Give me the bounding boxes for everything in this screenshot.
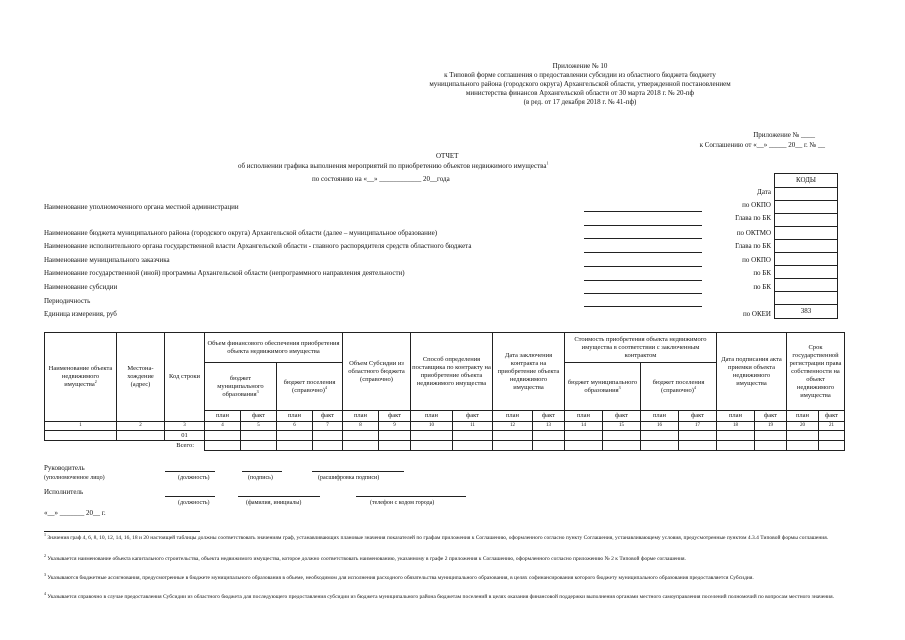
plan-label: план — [493, 411, 533, 422]
total-cell[interactable] — [787, 441, 819, 451]
table-cell[interactable] — [819, 431, 845, 441]
code-label-okpo2: по ОКПО — [742, 256, 771, 264]
code-value-okei: 383 — [800, 307, 812, 315]
field-executive-body: Наименование исполнительного органа государственной власти Архангельской области - главного распорядителя средств областного бюджета — [44, 242, 472, 250]
col-fin-pos — [277, 363, 343, 411]
total-cell[interactable] — [679, 441, 717, 451]
table-cell[interactable] — [755, 431, 787, 441]
field-budget: Наименование бюджета муниципального района (городского округа) Архангельской области (далее – муниципальное образование) — [44, 229, 438, 237]
column-number: 18 — [717, 422, 755, 431]
footnote-number: 3 — [44, 572, 46, 578]
row-code-cell: 01 — [165, 431, 205, 441]
report-subtitle-text: об исполнении графика выполнения мероприятий по приобретению объектов недвижимого имущества — [238, 162, 547, 170]
col-cost-group: Стоимость приобретения объекта недвижимого имущества в соответствии с заключенным контрактом — [565, 333, 717, 363]
col-fin-pos-text: бюджет поселения (справочно) — [283, 378, 336, 394]
header-block — [420, 62, 740, 107]
report-subtitle — [238, 162, 549, 171]
code-label-glava: Глава по БК — [735, 214, 771, 222]
codes-header: КОДЫ — [795, 176, 817, 184]
field-customer: Наименование муниципального заказчика — [44, 256, 170, 264]
total-cell[interactable] — [819, 441, 845, 451]
plan-label: план — [205, 411, 241, 422]
table-cell[interactable] — [411, 431, 453, 441]
code-label-oktmo: по ОКТМО — [736, 229, 771, 237]
total-cell[interactable] — [493, 441, 533, 451]
fact-label: факт — [533, 411, 565, 422]
footnote — [44, 532, 859, 542]
codes-box — [774, 173, 838, 319]
col-address: Местона-хождение (адрес) — [117, 333, 165, 422]
footnote — [44, 553, 859, 563]
footnote-text: Указывается наименование объекта капитального строительства, объекта недвижимого имущества, которое должно соответствовать наименованию, указанному в графе 2 приложения к Соглашению, оформленного согласно приложению № 2 к Типовой форме соглашения. — [47, 556, 686, 562]
fact-label: факт — [679, 411, 717, 422]
signature-date: «__» _______ 20__ г. — [44, 509, 106, 517]
total-cell[interactable] — [313, 441, 343, 451]
table-cell[interactable] — [241, 431, 277, 441]
footnote-ref: 3 — [618, 384, 621, 390]
code-label-bk2: по БК — [753, 283, 771, 291]
col-cost-mun — [565, 363, 641, 411]
fact-label: факт — [379, 411, 411, 422]
signature-decoding-caption: (расшифровка подписи) — [318, 475, 380, 481]
field-periodicity: Периодичность — [44, 297, 91, 305]
signature-sign-caption: (подпись) — [248, 475, 273, 481]
executor-fio-caption: (фамилия, инициалы) — [246, 500, 302, 506]
col-cost-mun-text: бюджет муниципального образования — [567, 378, 638, 394]
column-number: 20 — [787, 422, 819, 431]
col-term: Срок государственной регистрации права собственности на объект недвижимого имущества — [787, 333, 845, 411]
plan-label: план — [641, 411, 679, 422]
table-cell[interactable] — [117, 431, 165, 441]
header-line: муниципального района (городского округа) Архангельской области, утвержденной постановлением — [429, 80, 731, 88]
table-cell[interactable] — [205, 431, 241, 441]
total-cell[interactable] — [533, 441, 565, 451]
footnote — [44, 591, 859, 601]
table-cell[interactable] — [343, 431, 379, 441]
code-label-okpo: по ОКПО — [742, 201, 771, 209]
fact-label: факт — [241, 411, 277, 422]
header-line: министерства финансов Архангельской области от 30 марта 2018 г. № 20-пф — [465, 89, 695, 97]
col-object-name-text: Наименование объекта недвижимого имущества — [48, 365, 113, 388]
table-row — [45, 431, 845, 441]
footnote-ref: 1 — [546, 160, 549, 166]
footnote-text: Значения граф 4, 6, 8, 10, 12, 14, 16, 18 и 20 настоящей таблицы должны соответствовать значениям граф, устанавливающих плановые значения показателей по графам приложения к Соглашению, оформленного согласно пункту Соглашения, устанавливающему условия, предусмотренные пунктом 4.3.4 Типовой формы соглашения. — [47, 535, 829, 541]
column-number: 15 — [603, 422, 641, 431]
column-number: 8 — [343, 422, 379, 431]
column-number: 17 — [679, 422, 717, 431]
plan-label: план — [717, 411, 755, 422]
column-numbers-row — [45, 422, 845, 431]
code-label-date: Дата — [757, 188, 771, 196]
code-label-glava2: Глава по БК — [735, 242, 771, 250]
field-program: Наименование государственной (иной) программы Архангельской области (непрограммного направления деятельности) — [44, 269, 405, 277]
column-number: 7 — [313, 422, 343, 431]
column-number: 11 — [453, 422, 493, 431]
appendix-number: Приложение № ____ — [753, 131, 815, 139]
table-cell[interactable] — [533, 431, 565, 441]
col-subsidy: Объем Субсидии из областного бюджета (справочно) — [343, 333, 411, 411]
header-line: (в ред. от 17 декабря 2018 г. № 41-пф) — [523, 98, 637, 106]
field-authority: Наименование уполномоченного органа местной администрации — [44, 203, 239, 211]
report-date-line: по состоянию на «__» ____________ 20__года — [312, 175, 450, 183]
code-label-bk: по БК — [753, 269, 771, 277]
table-cell[interactable] — [379, 431, 411, 441]
col-row-code: Код строки — [165, 333, 205, 422]
footnote-number: 4 — [44, 591, 46, 597]
column-number: 14 — [565, 422, 603, 431]
col-fin-mun — [205, 363, 277, 411]
column-number: 6 — [277, 422, 313, 431]
col-cost-pos — [641, 363, 717, 411]
total-cell[interactable] — [205, 441, 241, 451]
agreement-ref: к Соглашению от «__» _____ 20__ г. № __ — [699, 141, 825, 149]
header-line: к Типовой форме соглашения о предоставлении субсидии из областного бюджета бюджету — [444, 71, 716, 79]
total-cell[interactable] — [641, 441, 679, 451]
executor-phone-caption: (телефон с кодом города) — [370, 500, 435, 506]
field-unit: Единица измерения, руб — [44, 310, 117, 318]
footnote-ref: 4 — [693, 384, 696, 390]
footnote-ref: 2 — [94, 378, 97, 384]
fact-label: факт — [819, 411, 845, 422]
plan-label: план — [787, 411, 819, 422]
table-cell[interactable] — [313, 431, 343, 441]
signature-head-label: Руководитель — [44, 464, 85, 472]
total-cell[interactable] — [411, 441, 453, 451]
table-cell[interactable] — [277, 431, 313, 441]
col-contract-date: Дата заключения контракта на приобретение объекта недвижимого имущества — [493, 333, 565, 411]
field-subsidy: Наименование субсидии — [44, 283, 118, 291]
plan-label: план — [277, 411, 313, 422]
fact-label: факт — [755, 411, 787, 422]
signature-position-caption: (должность) — [178, 475, 210, 481]
footnote — [44, 572, 859, 582]
footnote-ref: 4 — [324, 384, 327, 390]
col-fin-group: Объем финансового обеспечения приобретения объекта недвижимого имущества — [205, 333, 343, 363]
footnote-text: Указывается справочно в случае предоставления Субсидии из областного бюджета для последующего предоставления субсидии из бюджета муниципального района бюджетам поселений в целях оказания финансовой поддержки выполнения органами местного самоуправления поселений полномочий по вопросам местного значения. — [47, 594, 834, 600]
total-cell[interactable] — [277, 441, 313, 451]
footnote-ref: 3 — [256, 388, 259, 394]
table-cell[interactable] — [45, 431, 117, 441]
col-act-date: Дата подписания акта приемки объекта недвижимого имущества — [717, 333, 787, 411]
column-number: 3 — [165, 422, 205, 431]
code-label-okei: по ОКЕИ — [742, 310, 771, 318]
column-number: 12 — [493, 422, 533, 431]
total-cell[interactable] — [717, 441, 755, 451]
column-number: 16 — [641, 422, 679, 431]
table-cell[interactable] — [565, 431, 603, 441]
report-table — [44, 332, 845, 451]
table-cell[interactable] — [717, 431, 755, 441]
signature-executor-label: Исполнитель — [44, 488, 84, 496]
fact-label: факт — [453, 411, 493, 422]
footnote-text: Указываются бюджетные ассигнования, предусмотренные в бюджете муниципального образования в объеме, необходимом для исполнения расходного обязательства муниципального образования, в целях софинансирования которого бюджету муниципального образования предоставляется Субсидия. — [47, 575, 754, 581]
header-line: Приложение № 10 — [552, 62, 608, 70]
column-number: 5 — [241, 422, 277, 431]
total-cell[interactable] — [453, 441, 493, 451]
column-number: 13 — [533, 422, 565, 431]
total-cell[interactable] — [565, 441, 603, 451]
plan-label: план — [411, 411, 453, 422]
total-cell[interactable] — [379, 441, 411, 451]
column-number: 19 — [755, 422, 787, 431]
plan-label: план — [565, 411, 603, 422]
column-number: 9 — [379, 422, 411, 431]
column-number: 4 — [205, 422, 241, 431]
table-cell[interactable] — [493, 431, 533, 441]
col-object-name — [45, 333, 117, 422]
fact-label: факт — [603, 411, 641, 422]
table-cell[interactable] — [679, 431, 717, 441]
column-number: 1 — [45, 422, 117, 431]
total-cell[interactable] — [241, 441, 277, 451]
footnote-number: 1 — [44, 532, 46, 538]
column-number: 2 — [117, 422, 165, 431]
total-cell[interactable] — [755, 441, 787, 451]
table-cell[interactable] — [787, 431, 819, 441]
signature-head-sub: (уполномоченное лицо) — [44, 475, 105, 481]
column-number: 21 — [819, 422, 845, 431]
col-cost-pos-text: бюджет поселения (справочно) — [652, 378, 705, 394]
footnote-separator — [44, 531, 200, 532]
total-row — [45, 441, 845, 451]
table-cell[interactable] — [641, 431, 679, 441]
col-method: Способ определения поставщика по контракту на приобретение объекта недвижимого имущества — [411, 333, 493, 411]
total-cell[interactable] — [603, 441, 641, 451]
table-cell[interactable] — [453, 431, 493, 441]
column-number: 10 — [411, 422, 453, 431]
total-label: Всего: — [176, 441, 194, 449]
plan-label: план — [343, 411, 379, 422]
executor-position-caption: (должность) — [178, 500, 210, 506]
fact-label: факт — [313, 411, 343, 422]
col-fin-mun-text: бюджет муниципального образования — [217, 374, 264, 398]
table-cell[interactable] — [603, 431, 641, 441]
report-title: ОТЧЕТ — [436, 152, 459, 160]
footnote-number: 2 — [44, 553, 46, 559]
total-cell[interactable] — [343, 441, 379, 451]
